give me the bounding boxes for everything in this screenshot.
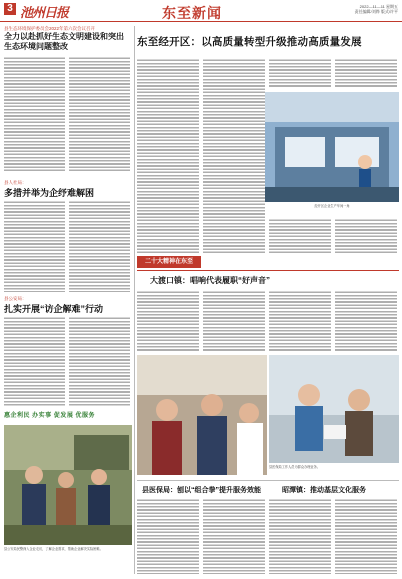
- text-column: [203, 290, 265, 352]
- text-column: [69, 200, 130, 292]
- text-column: [203, 498, 265, 574]
- photo-illustration: [269, 355, 399, 463]
- text-column: [137, 498, 199, 574]
- photo-caption: 县公安局民警深入企业走访，了解企业需求，帮助企业解决实际困难。: [4, 547, 103, 551]
- article-title: 扎实开展“访企解难”行动: [4, 304, 104, 314]
- article-title: 全力以赴抓好生态文明建设和突出生态环境问题整改: [4, 32, 124, 51]
- article-kicker: 县人社局：: [4, 180, 27, 185]
- text-column: [269, 498, 331, 574]
- factory-photo: [265, 92, 399, 202]
- article-title: 大渡口镇：唱响代表履职“好声音”: [150, 276, 270, 285]
- meeting-photo: [137, 355, 267, 475]
- article-body: [4, 200, 132, 292]
- article-kicker: 县生态环境保护委员会2022年第六次会议召开: [4, 26, 96, 31]
- article-kicker: 县公安局：: [4, 296, 27, 301]
- text-column: [335, 58, 397, 88]
- photo-caption: 县医保局工作人员为群众办理业务。: [269, 465, 320, 469]
- section-divider: [137, 270, 399, 271]
- page-number: 3: [4, 3, 16, 15]
- article-title: 多措并举为企纾难解困: [4, 188, 95, 198]
- section-title: 东至新闻: [162, 6, 222, 22]
- text-column: [4, 200, 65, 292]
- main-headline: 东至经开区：以高质量转型升级推动高质量发展: [137, 36, 362, 48]
- photo-illustration: [4, 425, 132, 545]
- photo-illustration: [265, 92, 399, 202]
- article-title: 昭潭镇：推动基层文化服务: [282, 487, 366, 494]
- issue-date-line2: 责任编辑/刘烨 版式/许平: [354, 9, 398, 14]
- issue-date: [355, 4, 398, 14]
- text-column: [137, 58, 199, 253]
- photo-caption: 经开区企业生产车间一角: [314, 204, 350, 208]
- text-column: [4, 316, 65, 406]
- column-divider: [134, 26, 135, 574]
- text-column: [69, 56, 130, 171]
- section-divider: [137, 480, 399, 481]
- text-column: [203, 58, 265, 253]
- text-column: [335, 218, 397, 254]
- article-body: [4, 56, 132, 171]
- article-body: [137, 498, 267, 574]
- masthead: [0, 0, 402, 22]
- text-column: [4, 56, 65, 171]
- text-column: [69, 316, 130, 406]
- newspaper-logo: 池州日报: [20, 6, 69, 21]
- text-column: [137, 290, 199, 352]
- police-visit-photo: [4, 425, 132, 545]
- slogan-banner: 惠企利民 办实事 促发展 优服务: [4, 413, 96, 419]
- text-column: [269, 58, 331, 88]
- article-body: [4, 316, 132, 406]
- issue-date-line1: 2022—11—11 星期五: [359, 4, 398, 9]
- text-column: [335, 498, 397, 574]
- article-body: [269, 498, 399, 574]
- article-title: 县医保局：刨以“组合拳”提升服务效能: [142, 487, 261, 494]
- promo-banner: 二十大精神在东至: [137, 256, 201, 268]
- photo-illustration: [137, 355, 267, 475]
- article-body: [137, 290, 399, 352]
- service-photo: [269, 355, 399, 463]
- text-column: [335, 290, 397, 352]
- text-column: [269, 290, 331, 352]
- text-column: [269, 218, 331, 254]
